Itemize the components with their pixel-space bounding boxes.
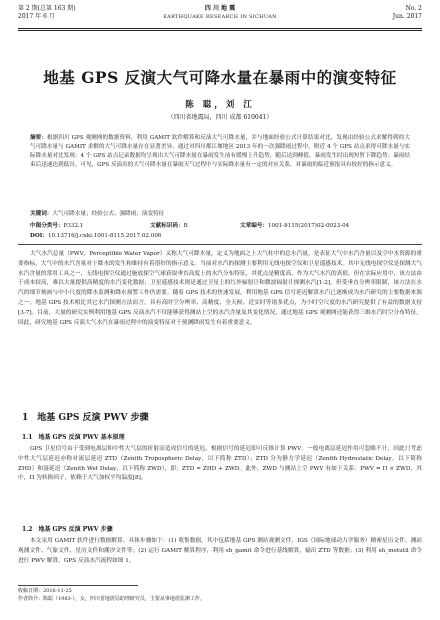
doi-label: DOI： [30,233,48,239]
classification-row [30,222,410,230]
abstract-text: 根据四川 GPS 观测网的数据资料，利用 GAMIT 软件解算和反演大气可降水量，并与地面经验公式计算结果对比，发现由经验公式求解得到的大气可降水量与 GAMIT 求解的大气可降水量存在显著差异，通过对四川都江堰地区 2013 年的一次强降雨过程中，附近 4 个 GPS 站点求得可降水量与实际降水量对比发现：4 个 GPS 站点记录数据均呈现出大气可降水量在暴雨发生前有缓慢上升趋势，随后达到峰值，暴雨发生时出现短暂下降趋势；暴雨结束后迅速达到低谷。可见，GPS 反演出的大气可降水量在暴雨天气过程中与实际降水量有一定的对应关系，对暴雨的临近预报具有较好的指示意义。 [30,135,410,168]
section-heading-1: 1 地基 GPS 反演 PWV 步骤 [22,413,149,423]
paper-title: 地基 GPS 反演大气可降水量在暴雨中的演变特征 [43,68,397,87]
clc-value: P332.1 [63,223,84,229]
paper-affiliation: （四川省地震局，四川 成都 610041） [167,114,273,121]
doc-code-label: 文献标识码： [150,223,184,229]
article-number-value: 1001-8115(2017)02-0023-04 [267,223,350,229]
issue-date: 2017 年 6 月 [18,13,55,20]
abstract [30,134,410,170]
issue-date-en: Jun. 2017 [392,13,422,20]
keywords-label: 关键词： [30,211,53,217]
abstract-separator [18,244,422,245]
intro-paragraph: 大气水汽总量（PWV，Perceptible Water Vapor）又称大气可降水量，定义为地面之上大气柱中的总水汽量，是表征大气中水汽含量以及空中水资源的重要指标。大气中的水汽含量对于降水的发生和维持有着很好的指示意义。当前对水汽的探测主要利用无线电探空仪和卫星遥感技术。其中无线电探空仪是探测大气水汽含量的常用工具之一，无线电探空仪通过施放探空气球获取垂直高度上的水汽分布特征，其优点是精度高、作为大气水汽的真值，但在实际应用中，该方法由于成本较高，难以大量提供高精度的水汽变化数据；卫星遥感技术则是通过卫星上的红外辐射计和微波辐射计探测水汽[1-2]，但受垂直分辨率限制，该方法在水汽的细节刻画与中小尺度的降水监测和降水预警工作仍需要。随着 GPS 技术的快速发展，利用地基 GPS 信号延迟解算水汽已逐渐成为水汽研究的主要数据来源之一。地基 GPS 技术相比其它水汽探测方法而言，具有高时空分辨率、高精度、全天候、近实时等诸多优点，为小时空尺度的水汽研究提供了有益的数据支持[3-7]。目前，大量的研究实例利用地基 GPS 反演水汽不仅能够获得测站上空的水汽含量及其变化情况，通过地基 GPS 观测网还能获得三维水汽时空分布特征。因此，研究地基 GPS 反演大气水汽在暴雨过程中的演变特征对于预测降雨发生有着重要意义。 [18,251,422,326]
doi-value: 10.13716/j.cnki.1001-8115.2017.02.006 [47,233,162,239]
paragraph-1-1: GPS 卫星信号由于受到电离层和中性大气层的折射而造成信号的延迟，根据信号的延迟即可反推计算 PWV。一般电离层延迟作用可忽略不计，因此只考虑中性大气层延迟亦称对流层延迟 ZTD（Zenith Tropospheric Delay，以下简称 ZTD）；ZTD 分为静力学延迟（Zenith Hydrostatic Delay，以下简称 ZHD）和湿延迟（Zenith Wet Delay，以下简称 ZWD），即：ZTD = ZHD + ZWD。此外，ZWD 与测站上空 PWV 有如下关系：PWV = Π × ZWD，其中，Π 为转换因子，依赖于大气加权平均温度[8]。 [18,446,422,482]
issue-number-en: No. 2 [405,5,422,12]
paper-authors: 陈 聪，刘 江 [185,100,255,110]
journal-name-en: EARTHQUAKE RESEARCH IN SICHUAN [163,14,277,20]
footnote-author: 作者简介：陈聪（1983-），女，四川省地震局助理研究员，主要从事地震监测工作。 [18,596,205,602]
journal-name [18,5,422,21]
doc-code-value: B [183,223,188,229]
footnote-received: 收稿日期：2016-11-25 [18,588,72,594]
paragraph-1-2: 本文采用 GAMIT 软件进行数据解算。具体步骤如下：(1) 收集数据，其中包括地基 GPS 测站观测文件、IGS（国际地球动力学服务）精密星历文件、测站观测文件、气象文件、星历文件和潮汐文件等；(2) 运行 GAMIT 解算程序，利用 sh_gamit 命令进行基线解算，输出 ZTD 等数据；(3) 利用 sh_metutil 命令进行 PWV 解算。GPS 反演水汽流程如图 1。 [18,538,422,564]
keywords-text: 大气可降水量；经验公式；强降雨；演变特征 [52,211,165,217]
subsection-heading-1-1: 1.1 地基 GPS 反演 PWV 基本原理 [22,434,125,441]
abstract-label: 摘要： [30,135,48,141]
doi-row [30,232,410,240]
issue-info-en [393,5,422,21]
issue-number: 第 2 期(总第 163 期) [18,5,76,12]
footnote-rule [18,585,138,586]
header-rule [18,28,422,29]
journal-name-cn: 四 川 地 震 [204,5,236,12]
article-number-label: 文章编号： [240,223,268,229]
clc-label: 中图分类号： [30,223,64,229]
header-rule-thin [18,30,422,31]
keywords [30,210,410,218]
subsection-heading-1-2: 1.2 地基 GPS 反演 PWV 步骤 [22,526,113,533]
